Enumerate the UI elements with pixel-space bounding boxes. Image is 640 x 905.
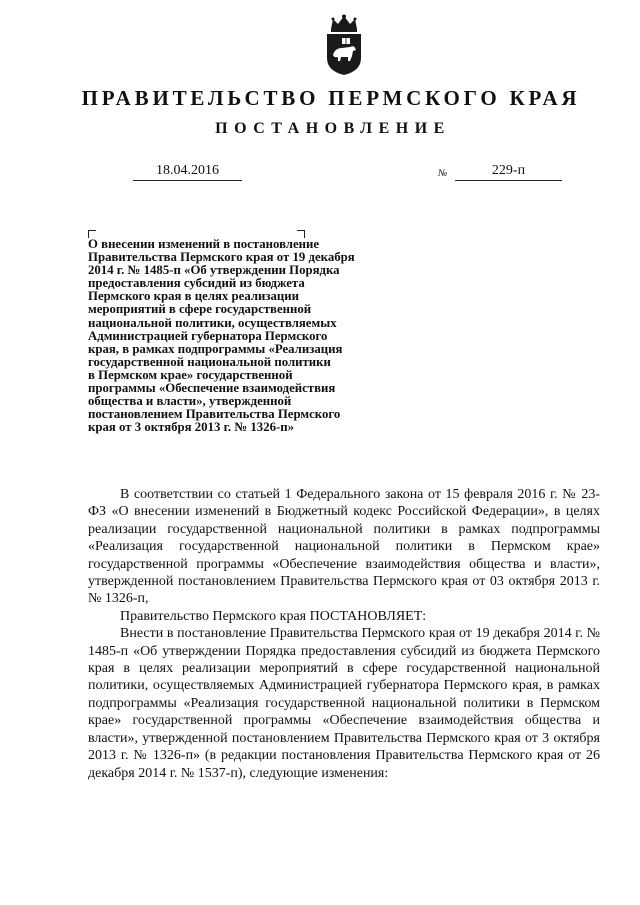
subject-line: края от 3 октября 2013 г. № 1326-п» <box>88 420 295 435</box>
document-type: ПОСТАНОВЛЕНИЕ <box>215 120 451 137</box>
document-body <box>88 486 600 782</box>
subject-line: общества и власти», утвержденной <box>88 394 292 409</box>
subject-line: края, в рамках подпрограммы «Реализация <box>88 341 343 356</box>
body-paragraph-resolves: Правительство Пермского края ПОСТАНОВЛЯЕТ: <box>120 608 427 624</box>
subject-line: 2014 г. № 1485-п «Об утверждении Порядка <box>88 263 340 278</box>
subject-line: мероприятий в сфере государственной <box>88 302 312 317</box>
subject-line: Пермского края в целях реализации <box>88 289 300 304</box>
body-paragraph-preamble: В соответствии со статьей 1 Федерального закона от 15 февраля 2016 г. № 23-ФЗ «О внесении изменений в Бюджетный кодекс Российской Федерации», в целях реализации государственной национальной политики в рамках подпрограммы «Реализация государственной национальной политики в Пермском крае» государственной программы «Обеспечение взаимодействия общества и власти», утвержденной постановлением Правительства Пермского края от 03 октября 2013 г. № 1326-п, <box>88 487 600 607</box>
subject-line: Администрацией губернатора Пермского <box>88 328 328 343</box>
subject-line: предоставления субсидий из бюджета <box>88 276 305 291</box>
subject-line: О внесении изменений в постановление <box>88 237 320 251</box>
document-subject <box>88 238 388 434</box>
coat-of-arms-icon <box>322 14 366 76</box>
organization-title: ПРАВИТЕЛЬСТВО ПЕРМСКОГО КРАЯ <box>81 86 581 110</box>
document-date: 18.04.2016 <box>133 162 242 181</box>
subject-line: Правительства Пермского края от 19 декабря <box>88 250 355 265</box>
document-number: 229-п <box>455 162 562 181</box>
subject-line: национальной политики, осуществляемых <box>88 315 337 330</box>
subject-line: в Пермском крае» государственной <box>88 367 293 382</box>
subject-line: постановлением Правительства Пермского <box>88 407 341 422</box>
subject-line: государственной национальной политики <box>88 354 331 369</box>
subject-line: программы «Обеспечение взаимодействия <box>88 381 336 396</box>
number-sign: № <box>438 168 448 179</box>
body-paragraph-amendment: Внести в постановление Правительства Пермского края от 19 декабря 2014 г. № 1485-п «Об утверждении Порядка предоставления субсидий из бюджета Пермского края в целях реализации мероприятий в сфере государственной национальной политики, осуществляемых Администрацией губернатора Пермского края, в рамках подпрограммы «Реализация государственной национальной политики в Пермском крае» государственной программы «Обеспечение взаимодействия общества и власти», утвержденной постановлением Правительства Пермского края от 3 октября 2013 г. № 1326-п» (в редакции постановления Правительства Пермского края от 26 декабря 2014 г. № 1537-п), следующие изменения: <box>88 626 600 781</box>
